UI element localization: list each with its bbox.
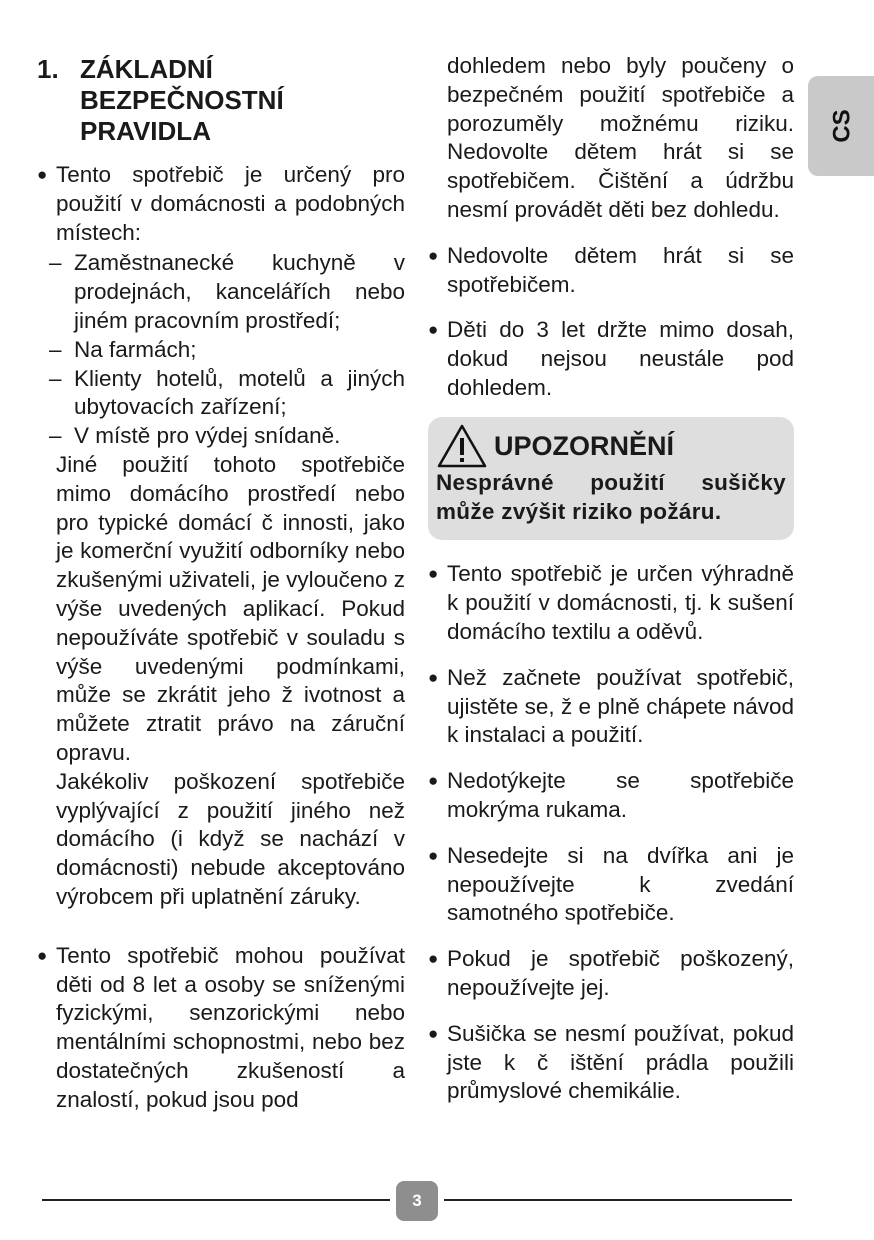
section-title-line: ZÁKLADNÍ [80,54,213,84]
bullet-damaged: ● Pokud je spotřebič poškozený, nepoužívejte jej. [428,945,794,1003]
footer-rule-right [444,1199,792,1201]
left-column [37,52,405,1115]
warning-title: UPOZORNĚNÍ [494,430,675,461]
bullet-under-3: ● Děti do 3 let držte mimo dosah, dokud nejsou neustále pod dohledem. [428,316,794,402]
paragraph-other-use: Jiné použití tohoto spotřebiče mimo domácího prostředí nebo pro typické domácí č innosti, jako je komerční využití odborníky nebo zkušenými uživateli, je vyloučeno z výše uvedených aplikací. Pokud nepoužíváte spotřebič v souladu s výše uvedenými podmínkami, může se zkrátit jeho ž ivotnost a můžete ztratit právo na záruční opravu. [56,451,405,765]
list-item: – Zaměstnanecké kuchyně v prodejnách, kancelářích nebo jiném pracovním prostředí; [49,249,405,335]
usage-places-list [37,249,405,451]
language-tab [808,76,874,176]
bullet-door: ● Nesedejte si na dvířka ani je nepoužívejte k zvedání samotného spotřebiče. [428,842,794,928]
section-heading [37,54,405,147]
bullet-wet-hands: ● Nedotýkejte se spotřebiče mokrýma rukama. [428,767,794,825]
bullet-chemicals: ● Sušička se nesmí používat, pokud jste k č ištění prádla použili průmyslové chemikálie. [428,1020,794,1106]
bullet-read-manual: ● Než začnete používat spotřebič, ujistěte se, ž e plně chápete návod k instalaci a použití. [428,664,794,750]
bullet-no-play: ● Nedovolte dětem hrát si se spotřebičem. [428,242,794,300]
paragraph-damage: Jakékoliv poškození spotřebiče vyplývající z použití jiného než domácího (i když se nachází v domácnosti) nebude akceptováno výrobcem při uplatnění záruky. [56,768,405,909]
right-column [428,52,794,1106]
section-title-line: BEZPEČNOSTNÍ [80,85,284,115]
page-number: 3 [396,1181,438,1221]
bullet-children-use-continued: dohledem nebo byly poučeny o bezpečném použití spotřebiče a porozuměly možnému riziku. Nedovolte dětem hrát si se spotřebičem. Čištění a údržbu nesmí provádět děti bez dohledu. [447,53,794,222]
warning-header [436,423,786,469]
section-title-line: PRAVIDLA [80,116,211,146]
bullet-children-use: ● Tento spotřebič mohou používat děti od 8 let a osoby se sníženými fyzickými, senzorickými nebo mentálními schopnostmi, nebo bez dostatečných zkušeností a znalostí, pokud jsou pod [37,942,405,1115]
language-code: CS [829,109,856,143]
warning-text: Nesprávné použití sušičky může zvýšit riziko požáru. [436,469,786,524]
bullet-intended-use: ● Tento spotřebič je určený pro použití v domácnosti a podobných místech: [37,161,405,247]
warning-box [428,417,794,541]
bullet-household-only: ● Tento spotřebič je určen výhradně k použití v domácnosti, tj. k sušení domácího textilu a oděvů. [428,560,794,646]
footer-rule-left [42,1199,390,1201]
list-item: – Na farmách; [49,336,405,365]
section-number: 1. [37,54,59,84]
section-title [80,54,405,147]
list-item: – Klienty hotelů, motelů a jiných ubytovacích zařízení; [49,365,405,423]
list-item: – V místě pro výdej snídaně. [49,422,405,451]
warning-triangle-icon [436,423,488,469]
